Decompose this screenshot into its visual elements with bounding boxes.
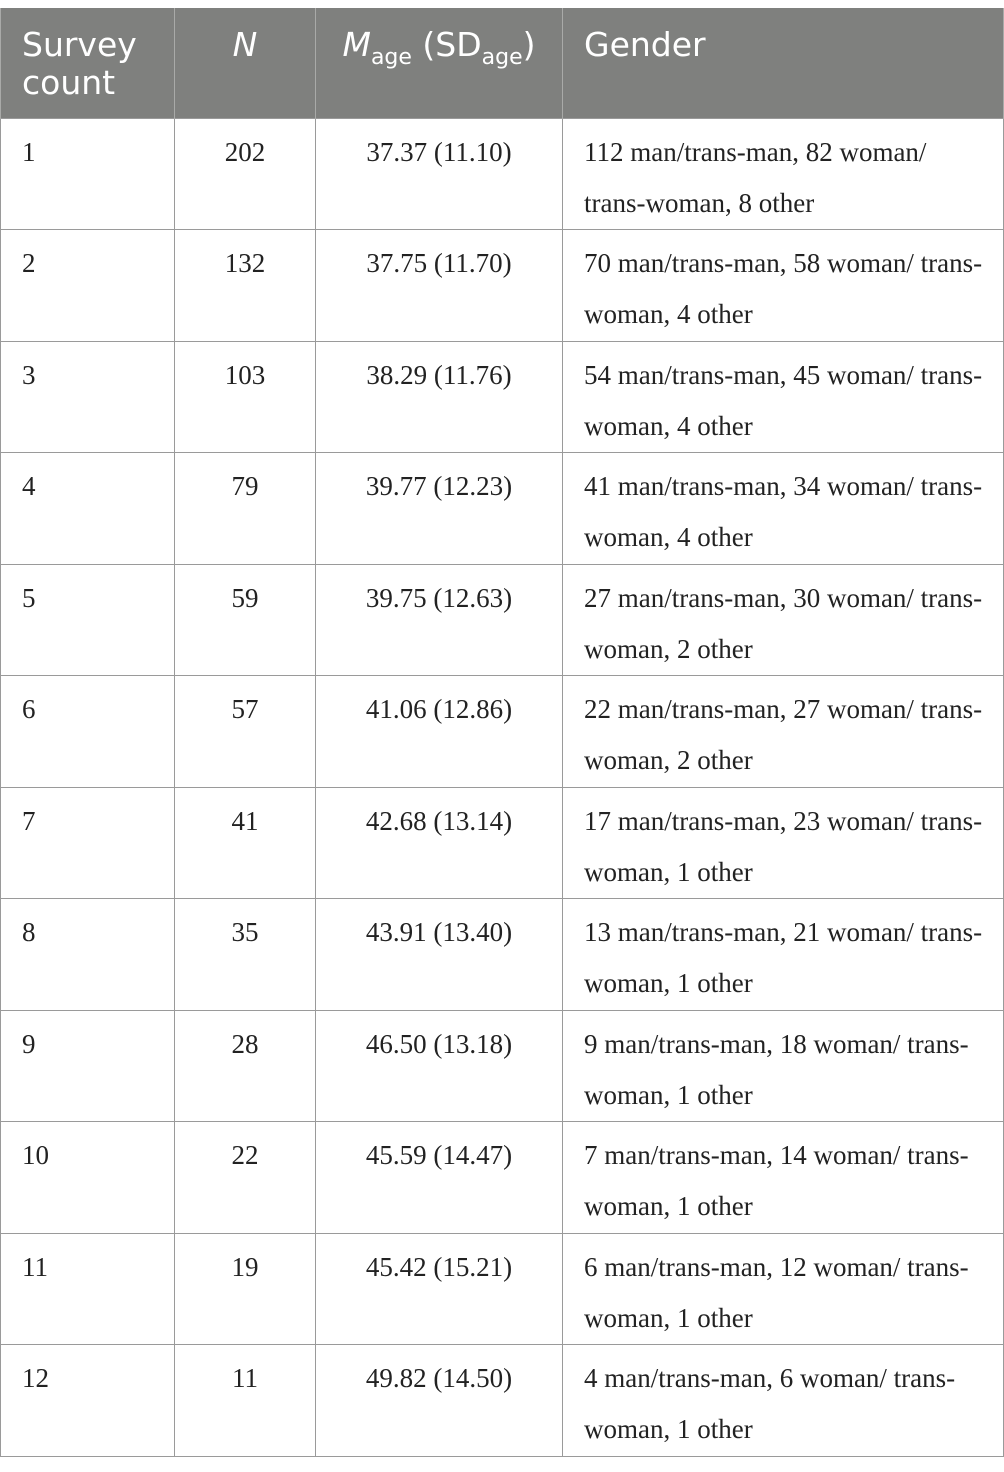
cell-n: 22	[175, 1122, 316, 1234]
cell-mage-sdage: 45.59 (14.47)	[316, 1122, 563, 1234]
cell-gender: 22 man/trans-man, 27 woman/ trans-woman, 2 other	[563, 676, 1004, 788]
cell-survey-count: 7	[1, 787, 175, 899]
cell-n: 132	[175, 230, 316, 342]
table-row	[1, 118, 1004, 230]
table-body	[1, 118, 1004, 1456]
cell-survey-count: 3	[1, 341, 175, 453]
cell-mage-sdage: 38.29 (11.76)	[316, 341, 563, 453]
cell-mage-sdage: 39.77 (12.23)	[316, 453, 563, 565]
header-close-paren: )	[522, 25, 536, 64]
header-n-label: N	[232, 25, 258, 64]
cell-survey-count: 8	[1, 899, 175, 1011]
cell-survey-count: 6	[1, 676, 175, 788]
cell-gender: 4 man/trans-man, 6 woman/ trans-woman, 1 other	[563, 1345, 1004, 1457]
cell-n: 103	[175, 341, 316, 453]
cell-gender: 70 man/trans-man, 58 woman/ trans-woman, 4 other	[563, 230, 1004, 342]
cell-gender: 54 man/trans-man, 45 woman/ trans-woman, 4 other	[563, 341, 1004, 453]
cell-survey-count: 9	[1, 1010, 175, 1122]
cell-survey-count: 12	[1, 1345, 175, 1457]
cell-n: 28	[175, 1010, 316, 1122]
table-row	[1, 1233, 1004, 1345]
cell-n: 57	[175, 676, 316, 788]
table-row	[1, 564, 1004, 676]
cell-gender: 17 man/trans-man, 23 woman/ trans-woman, 1 other	[563, 787, 1004, 899]
cell-survey-count: 11	[1, 1233, 175, 1345]
table-row	[1, 1122, 1004, 1234]
cell-survey-count: 10	[1, 1122, 175, 1234]
table-header	[1, 8, 1004, 118]
header-mage-sdage	[316, 8, 563, 118]
cell-survey-count: 1	[1, 118, 175, 230]
cell-survey-count: 4	[1, 453, 175, 565]
header-mage-sub: age	[370, 45, 412, 70]
header-survey-count: Survey count	[1, 8, 175, 118]
cell-n: 59	[175, 564, 316, 676]
cell-mage-sdage: 46.50 (13.18)	[316, 1010, 563, 1122]
cell-n: 41	[175, 787, 316, 899]
table-row	[1, 787, 1004, 899]
table-row	[1, 1345, 1004, 1457]
cell-mage-sdage: 45.42 (15.21)	[316, 1233, 563, 1345]
table-row	[1, 230, 1004, 342]
cell-mage-sdage: 42.68 (13.14)	[316, 787, 563, 899]
cell-n: 11	[175, 1345, 316, 1457]
header-sd-label: (SD	[411, 25, 482, 64]
header-n	[175, 8, 316, 118]
cell-gender: 6 man/trans-man, 12 woman/ trans-woman, 1 other	[563, 1233, 1004, 1345]
cell-mage-sdage: 41.06 (12.86)	[316, 676, 563, 788]
cell-mage-sdage: 39.75 (12.63)	[316, 564, 563, 676]
cell-n: 202	[175, 118, 316, 230]
cell-gender: 7 man/trans-man, 14 woman/ trans-woman, 1 other	[563, 1122, 1004, 1234]
cell-gender: 9 man/trans-man, 18 woman/ trans-woman, 1 other	[563, 1010, 1004, 1122]
cell-gender: 27 man/trans-man, 30 woman/ trans-woman, 2 other	[563, 564, 1004, 676]
cell-survey-count: 2	[1, 230, 175, 342]
header-gender: Gender	[563, 8, 1004, 118]
header-sdage-sub: age	[481, 45, 523, 70]
cell-n: 79	[175, 453, 316, 565]
table-row	[1, 899, 1004, 1011]
cell-mage-sdage: 49.82 (14.50)	[316, 1345, 563, 1457]
header-row	[1, 8, 1004, 118]
table-row	[1, 1010, 1004, 1122]
cell-mage-sdage: 37.75 (11.70)	[316, 230, 563, 342]
demographics-table	[0, 8, 1004, 1457]
cell-survey-count: 5	[1, 564, 175, 676]
cell-gender: 112 man/trans-man, 82 woman/ trans-woman, 8 other	[563, 118, 1004, 230]
cell-gender: 41 man/trans-man, 34 woman/ trans-woman, 4 other	[563, 453, 1004, 565]
cell-mage-sdage: 43.91 (13.40)	[316, 899, 563, 1011]
table-row	[1, 453, 1004, 565]
table-row	[1, 341, 1004, 453]
cell-n: 35	[175, 899, 316, 1011]
table-row	[1, 676, 1004, 788]
cell-mage-sdage: 37.37 (11.10)	[316, 118, 563, 230]
cell-gender: 13 man/trans-man, 21 woman/ trans-woman, 1 other	[563, 899, 1004, 1011]
cell-n: 19	[175, 1233, 316, 1345]
header-mage-m: M	[342, 25, 371, 64]
